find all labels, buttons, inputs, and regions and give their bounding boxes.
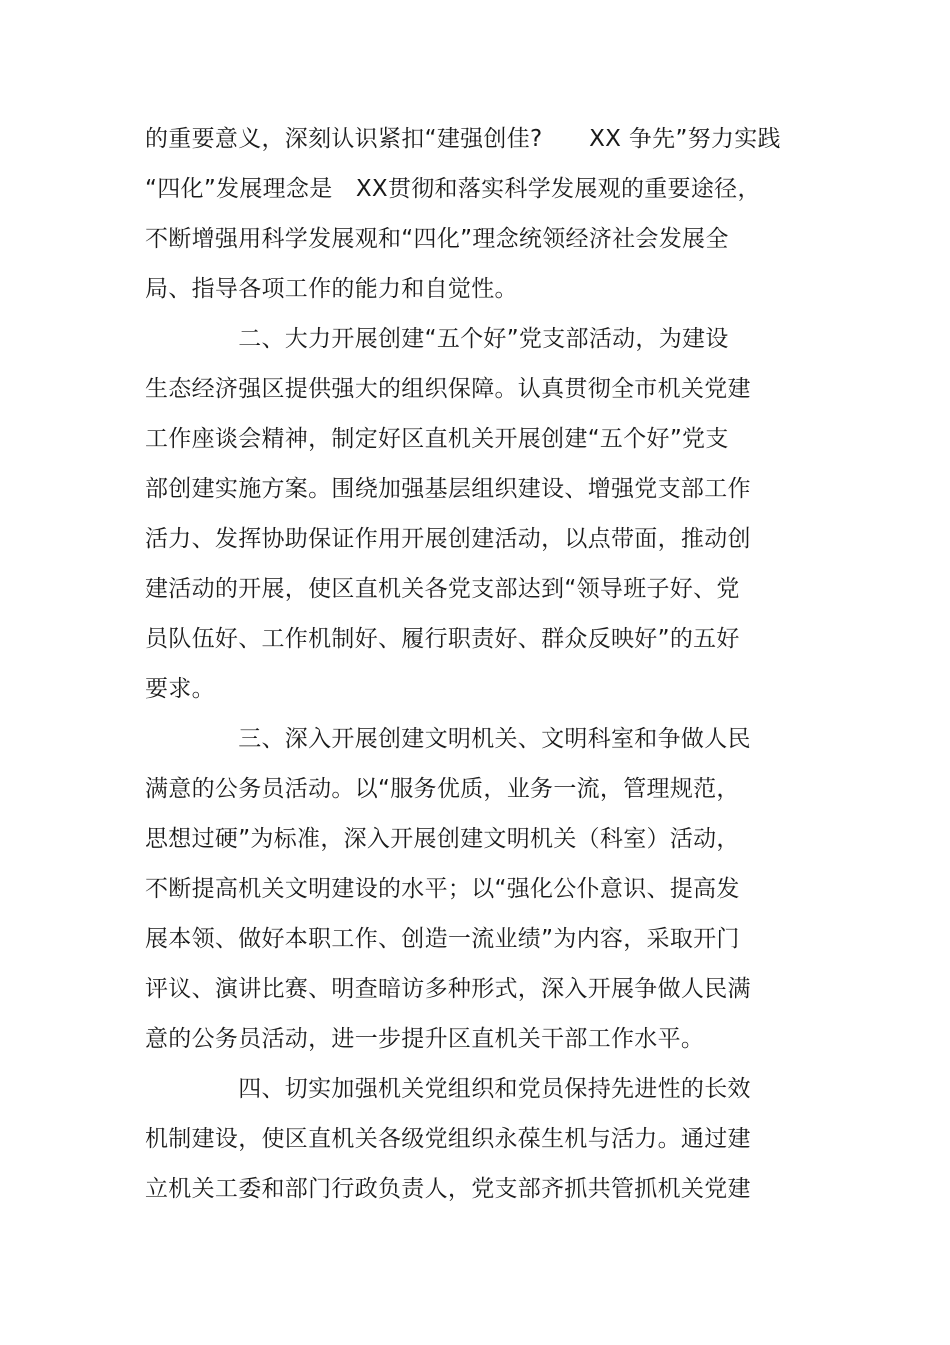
paragraph-start-line: 四、切实加强机关党组织和党员保持先进性的长效	[145, 1076, 751, 1102]
paragraph-start-line: 三、深入开展创建文明机关、文明科室和争做人民	[145, 726, 751, 752]
text-line: 满意的公务员活动。以“服务优质，业务一流，管理规范，	[145, 776, 740, 802]
text-line: 要求。	[145, 676, 215, 702]
text-line: 不断增强用科学发展观和“四化”理念统领经济社会发展全	[145, 226, 729, 252]
text-line: 员队伍好、工作机制好、履行职责好、群众反映好”的五好	[145, 626, 740, 652]
text-line: 的重要意义，深刻认识紧扣“建强创佳? XX 争先”努力实践	[145, 126, 781, 152]
text-line: 不断提高机关文明建设的水平；以“强化公仆意识、提高发	[145, 876, 740, 902]
text-line: 部创建实施方案。围绕加强基层组织建设、增强党支部工作	[145, 476, 751, 502]
text-line: 展本领、做好本职工作、创造一流业绩”为内容，采取开门	[145, 926, 740, 952]
text-line: “四化”发展理念是 XX贯彻和落实科学发展观的重要途径，	[145, 176, 761, 202]
text-line: 机制建设，使区直机关各级党组织永葆生机与活力。通过建	[145, 1126, 751, 1152]
text-line: 活力、发挥协助保证作用开展创建活动，以点带面，推动创	[145, 526, 751, 552]
text-line: 意的公务员活动，进一步提升区直机关干部工作水平。	[145, 1026, 705, 1052]
paragraph-start-line: 二、大力开展创建“五个好”党支部活动，为建设	[145, 326, 729, 352]
text-line: 局、指导各项工作的能力和自觉性。	[145, 276, 518, 302]
text-line: 建活动的开展，使区直机关各党支部达到“领导班子好、党	[145, 576, 740, 602]
text-line: 思想过硬”为标准，深入开展创建文明机关（科室）活动，	[145, 826, 740, 852]
text-line: 工作座谈会精神，制定好区直机关开展创建“五个好”党支	[145, 426, 729, 452]
text-line: 生态经济强区提供强大的组织保障。认真贯彻全市机关党建	[145, 376, 751, 402]
text-line: 评议、演讲比赛、明查暗访多种形式，深入开展争做人民满	[145, 976, 751, 1002]
text-line: 立机关工委和部门行政负责人，党支部齐抓共管抓机关党建	[145, 1176, 751, 1202]
